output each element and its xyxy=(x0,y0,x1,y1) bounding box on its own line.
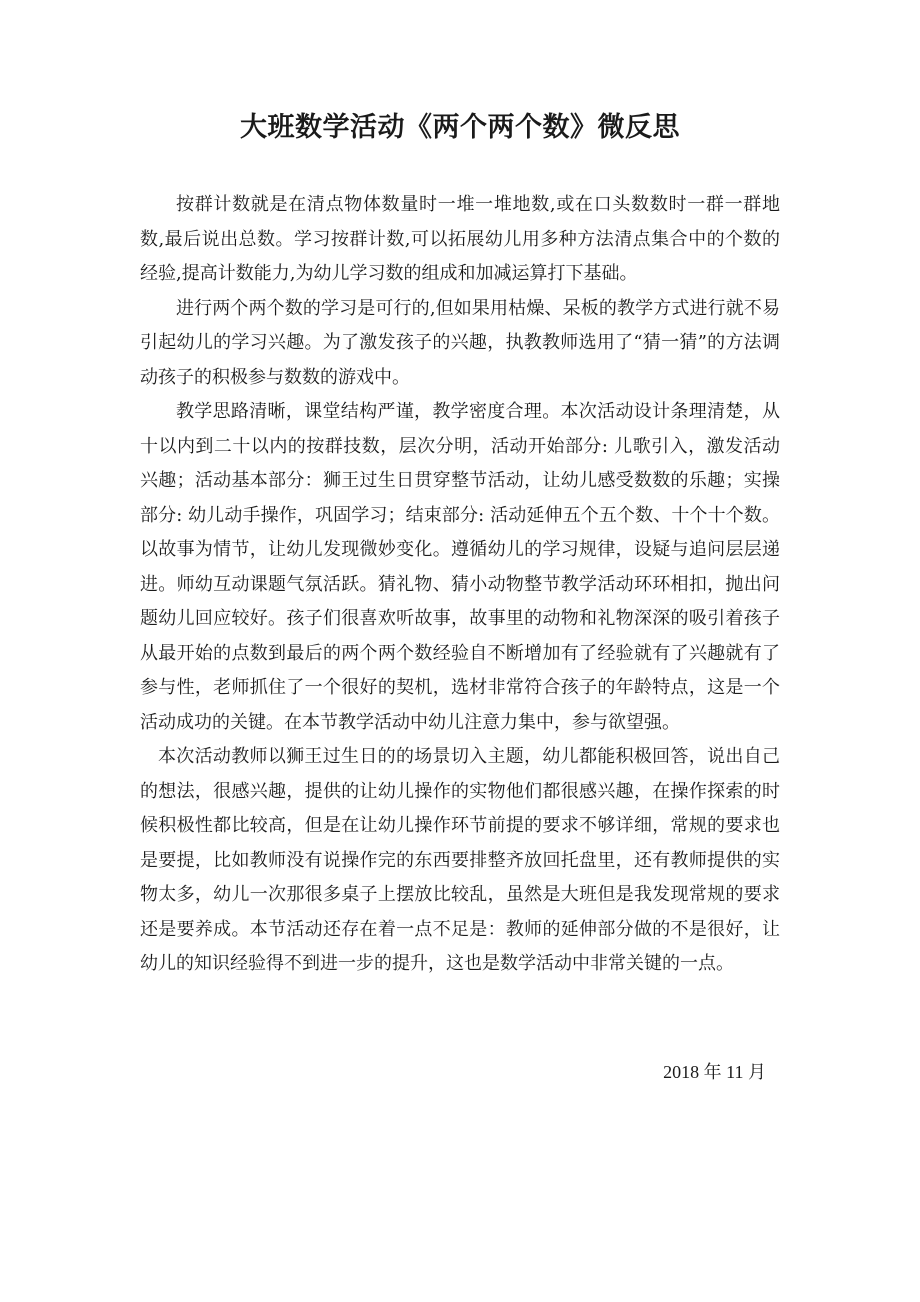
document-body xyxy=(140,188,780,982)
paragraph-4: 本次活动教师以狮王过生日的的场景切入主题，幼儿都能积极回答，说出自己的想法，很感兴趣，提供的让幼儿操作的实物他们都很感兴趣，在操作探索的时候积极性都比较高，但是在让幼儿操作环节前提的要求不够详细，常规的要求也是要提，比如教师没有说操作完的东西要排整齐放回托盘里，还有教师提供的实物太多，幼儿一次那很多桌子上摆放比较乱，虽然是大班但是我发现常规的要求还是要养成。本节活动还存在着一点不足是：教师的延伸部分做的不是很好，让幼儿的知识经验得不到进一步的提升，这也是数学活动中非常关键的一点。 xyxy=(140,746,780,974)
document-date: 2018 年 11 月 xyxy=(663,1062,766,1082)
paragraph-2: 进行两个两个数的学习是可行的,但如果用枯燥、呆板的教学方式进行就不易引起幼儿的学习兴趣。为了激发孩子的兴趣，执教教师选用了“猜一猜”的方法调动孩子的积极参与数数的游戏中。 xyxy=(140,297,780,388)
paragraph-3: 教学思路清晰，课堂结构严谨，教学密度合理。本次活动设计条理清楚，从十以内到二十以内的按群技数，层次分明，活动开始部分: 儿歌引入，激发活动兴趣；活动基本部分：狮王过生日贯穿整节活动，让幼儿感受数数的乐趣；实操部分: 幼儿动手操作，巩固学习；结束部分: 活动延伸五个五个数、十个十个数。以故事为情节，让幼儿发现微妙变化。遵循幼儿的学习规律，设疑与追问层层递进。师幼互动课题气氛活跃。猜礼物、猜小动物整节教学活动环环相扣，抛出问题幼儿回应较好。孩子们很喜欢听故事，故事里的动物和礼物深深的吸引着孩子从最开始的点数到最后的两个两个数经验自不断增加有了经验就有了兴趣就有了参与性，老师抓住了一个很好的契机，选材非常符合孩子的年龄特点，这是一个活动成功的关键。在本节教学活动中幼儿注意力集中，参与欲望强。 xyxy=(140,401,780,733)
document-title: 大班数学活动《两个两个数》微反思 xyxy=(240,112,680,143)
paragraph-1: 按群计数就是在清点物体数量时一堆一堆地数,或在口头数数时一群一群地数,最后说出总数。学习按群计数,可以拓展幼儿用多种方法清点集合中的个数的经验,提高计数能力,为幼儿学习数的组成和加减运算打下基础。 xyxy=(140,194,780,284)
